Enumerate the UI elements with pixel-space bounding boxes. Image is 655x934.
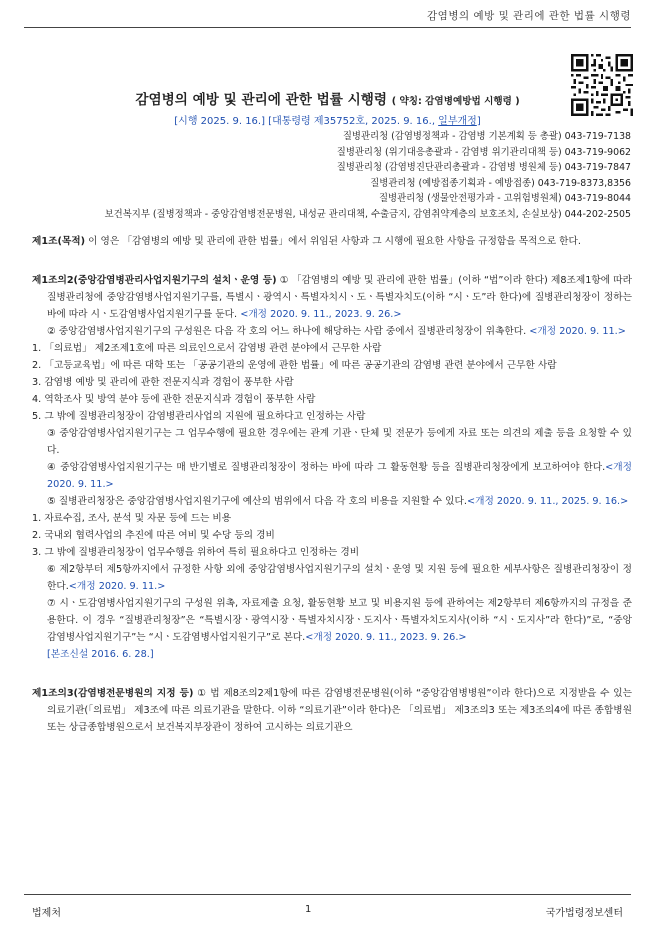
- amendment-note: <개정 2020. 9. 11.>: [529, 326, 626, 337]
- footer-source: 법제처: [32, 908, 61, 919]
- page-number: 1: [305, 904, 312, 915]
- footer-publisher: 국가법령정보센터: [545, 908, 623, 919]
- paragraph-text: ① 「감염병의 예방 및 관리에 관한 법률」(이하 “법”이라 한다) 제8조제1항에 따라 질병관리청에 중앙감염병사업지원기구를, 특별시ㆍ광역시ㆍ특별자치시ㆍ도ㆍ특별자치도(이하 “시ㆍ도”라 한다)에 질병관리청장이 정하는 바에 따라 시ㆍ도감염병사업지원기구를 둔다.: [47, 275, 632, 320]
- revision-prefix: [시행 2025. 9. 16.] [대통령령 제35752호, 2025. 9. 16.,: [174, 116, 439, 127]
- article-title: 제1조(목적): [32, 236, 86, 247]
- revision-info: [0, 112, 655, 127]
- paragraph-text: ⑥ 제2항부터 제5항까지에서 규정한 사항 외에 중앙감염병사업지원기구의 설치ㆍ운영 및 지원 등에 필요한 세부사항은 질병관리청장이 정한다.: [47, 564, 632, 592]
- article-1-2: [32, 272, 632, 663]
- contact-list: [21, 129, 631, 222]
- contact-line: 질병관리청 (감염병진단관리총괄과 - 감염병 병원체 등) 043-719-7847: [336, 162, 631, 173]
- article-1-3: [32, 685, 632, 736]
- article-1: [32, 233, 632, 250]
- law-abbreviation: ( 약칭: 감염병예방법 시행령 ): [391, 96, 520, 107]
- paragraph-6: [32, 561, 632, 595]
- paragraph-7: [32, 595, 632, 646]
- amendment-note: <개정 2020. 9. 11., 2025. 9. 16.>: [466, 496, 629, 507]
- amendment-note: <개정 2020. 9. 11., 2023. 9. 26.>: [305, 632, 467, 643]
- amendment-note: <개정 2020. 9. 11., 2023. 9. 26.>: [240, 309, 402, 320]
- law-body: [32, 233, 632, 736]
- paragraph-3: ③ 중앙감염병사업지원기구는 그 업무수행에 필요한 경우에는 관계 기관ㆍ단체 및 전문가 등에게 자료 또는 의견의 제출 등을 요청할 수 있다.: [47, 428, 632, 456]
- amendment-note: <개정 2020. 9. 11.>: [47, 462, 632, 490]
- list-item: 3. 감염병 예방 및 관리에 관한 전문지식과 경험이 풍부한 사람: [32, 377, 294, 388]
- footer-rule: [24, 894, 631, 895]
- paragraph-text: ⑤ 질병관리청장은 중앙감염병사업지원기구에 예산의 범위에서 다음 각 호의 비용을 지원할 수 있다.: [47, 496, 467, 507]
- running-header: 감염병의 예방 및 관리에 관한 법률 시행령: [427, 10, 631, 22]
- paragraph-text: ④ 중앙감염병사업지원기구는 매 반기별로 질병관리청장이 정하는 바에 따라 그 활동현황 등을 질병관리청장에게 보고하여야 한다.: [47, 462, 606, 473]
- article-text: ① 법 제8조의2제1항에 따른 감염병전문병원(이하 “중앙감염병병원”이라 한다)으로 지정받을 수 있는 의료기관(「의료법」 제3조에 따른 의료기관을 말한다. 이하 “의료기관”이라 한다)은 「의료법」 제3조의3 또는 제3조의4에 따른 종합병원 또는 상급종합병원으로서 보건복지부장관이 정하여 고시하는 의료기관으: [47, 688, 632, 733]
- paragraph-4: [32, 459, 632, 493]
- contact-line: 질병관리청 (생물안전평가과 - 고위험병원체) 043-719-8044: [378, 193, 631, 204]
- contact-line: 질병관리청 (감염병정책과 - 감염병 기본계획 등 총괄) 043-719-7138: [342, 131, 631, 142]
- contact-line: 질병관리청 (위기대응총괄과 - 감염병 위기관리대책 등) 043-719-9062: [336, 146, 631, 158]
- list-item: 2. 국내외 협력사업의 추진에 따른 여비 및 수당 등의 경비: [32, 530, 275, 541]
- article-text: 이 영은 「감염병의 예방 및 관리에 관한 법률」에서 위임된 사항과 그 시행에 필요한 사항을 규정함을 목적으로 한다.: [85, 236, 581, 247]
- new-clause-note: [본조신설 2016. 6. 28.]: [47, 649, 154, 660]
- law-title: 감염병의 예방 및 관리에 관한 법률 시행령: [135, 92, 387, 108]
- paragraph-text: ⑦ 시ㆍ도감염병사업지원기구의 구성원 위촉, 자료제출 요청, 활동현황 보고 및 비용지원 등에 관하여는 제2항부터 제6항까지의 규정을 준용한다. 이 경우 “질병관리청장”은 “특별시장ㆍ광역시장ㆍ특별자치시장ㆍ도지사ㆍ특별자치도지사(이하 “시ㆍ도지사”라 한다)”로, “중앙감염병사업지원기구”는 “시ㆍ도감염병사업지원기구”로 본다.: [47, 598, 632, 643]
- header-rule: [24, 27, 631, 28]
- list-item: 2. 「고등교육법」에 따른 대학 또는 「공공기관의 운영에 관한 법률」에 따른 공공기관의 감염병 관련 분야에서 근무한 사람: [32, 360, 557, 371]
- paragraph-text: ② 중앙감염병사업지원기구의 구성원은 다음 각 호의 어느 하나에 해당하는 사람 중에서 질병관리청장이 위촉한다.: [47, 326, 530, 337]
- contact-line: 질병관리청 (예방접종기획과 - 예방접종) 043-719-8373,8356: [370, 177, 631, 189]
- revision-type-link[interactable]: 일부개정: [438, 116, 477, 127]
- list-item: 5. 그 밖에 질병관리청장이 감염병관리사업의 지원에 필요하다고 인정하는 사람: [32, 411, 366, 422]
- list-item: 3. 그 밖에 질병관리청장이 업무수행을 위하여 특히 필요하다고 인정하는 경비: [32, 547, 360, 558]
- article-title: 제1조의2(중앙감염병관리사업지원기구의 설치ㆍ운영 등): [32, 275, 277, 286]
- revision-suffix: ]: [476, 116, 481, 127]
- list-item: 1. 「의료법」 제2조제1호에 따른 의료인으로서 감염병 관련 분야에서 근무한 사람: [32, 343, 382, 354]
- contact-line: 보건복지부 (질병정책과 - 중앙감염병전문병원, 내성균 관리대책, 수출금지, 감염취약계층의 보호조치, 손실보상) 044-202-2505: [104, 208, 631, 220]
- list-item: 1. 자료수집, 조사, 분석 및 자문 등에 드는 비용: [32, 513, 232, 524]
- paragraph-2: [32, 323, 632, 340]
- list-item: 4. 역학조사 및 방역 분야 등에 관한 전문지식과 경험이 풍부한 사람: [32, 394, 316, 405]
- amendment-note: <개정 2020. 9. 11.>: [68, 581, 166, 592]
- paragraph-1: [32, 272, 632, 323]
- paragraph-5: [32, 493, 632, 510]
- page-title: [0, 88, 655, 108]
- article-title: 제1조의3(감염병전문병원의 지정 등): [32, 688, 194, 699]
